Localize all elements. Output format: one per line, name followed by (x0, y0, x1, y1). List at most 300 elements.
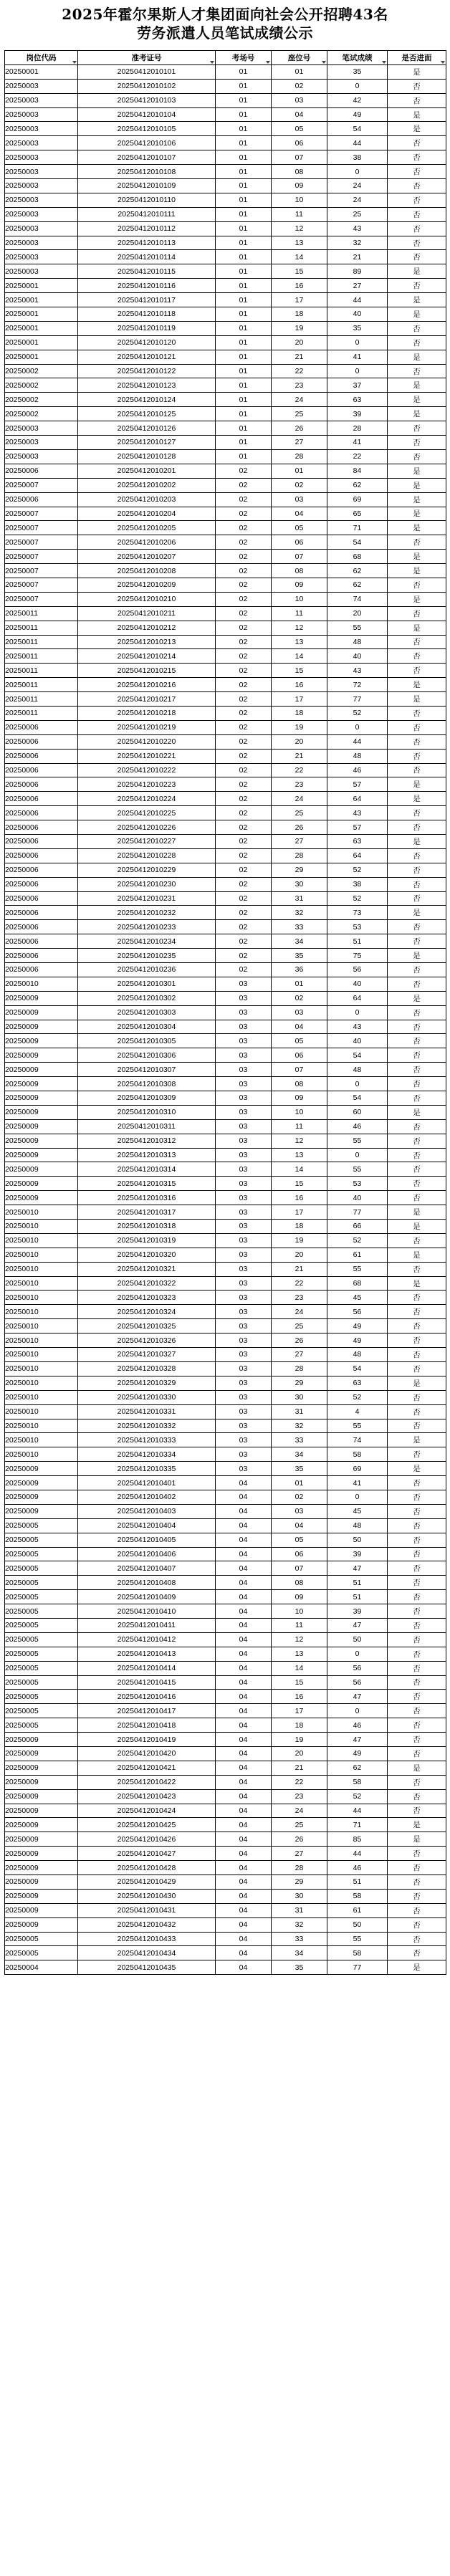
interview-status-cell: 否 (388, 1561, 446, 1576)
ticket-number-cell: 20250412010103 (78, 93, 216, 107)
interview-status-cell: 是 (388, 550, 446, 564)
room-number-cell: 02 (216, 848, 272, 863)
seat-number-cell: 22 (272, 763, 327, 777)
ticket-number-cell: 20250412010101 (78, 64, 216, 79)
ticket-number-cell: 20250412010323 (78, 1291, 216, 1305)
filter-dropdown-icon[interactable] (441, 61, 445, 64)
interview-status-cell: 否 (388, 1632, 446, 1647)
room-number-cell: 02 (216, 649, 272, 664)
post-code-cell: 20250009 (5, 1048, 78, 1063)
ticket-number-cell: 20250412010431 (78, 1903, 216, 1917)
interview-status-cell: 否 (388, 93, 446, 107)
room-number-cell: 04 (216, 1533, 272, 1547)
post-code-cell: 20250009 (5, 1733, 78, 1747)
room-number-cell: 01 (216, 350, 272, 364)
header-ticket-number[interactable] (78, 51, 216, 65)
post-code-cell: 20250010 (5, 1404, 78, 1419)
score-cell: 62 (327, 478, 388, 492)
interview-status-cell: 否 (388, 1504, 446, 1518)
ticket-number-cell: 20250412010326 (78, 1334, 216, 1348)
post-code-cell: 20250001 (5, 321, 78, 335)
seat-number-cell: 16 (272, 678, 327, 692)
table-row (5, 1005, 446, 1020)
post-code-cell: 20250007 (5, 592, 78, 606)
room-number-cell: 03 (216, 1134, 272, 1148)
seat-number-cell: 08 (272, 1576, 327, 1590)
ticket-number-cell: 20250412010102 (78, 79, 216, 93)
table-row (5, 250, 446, 264)
score-cell: 39 (327, 1547, 388, 1561)
ticket-number-cell: 20250412010109 (78, 179, 216, 193)
post-code-cell: 20250007 (5, 550, 78, 564)
score-cell: 43 (327, 664, 388, 678)
seat-number-cell: 23 (272, 1291, 327, 1305)
ticket-number-cell: 20250412010416 (78, 1690, 216, 1704)
seat-number-cell: 07 (272, 1561, 327, 1576)
room-number-cell: 03 (216, 1220, 272, 1234)
seat-number-cell: 14 (272, 1162, 327, 1177)
post-code-cell: 20250006 (5, 963, 78, 977)
score-cell: 44 (327, 734, 388, 749)
score-cell: 55 (327, 1262, 388, 1276)
filter-dropdown-icon[interactable] (382, 61, 386, 64)
header-seat-number[interactable] (272, 51, 327, 65)
header-written-score[interactable] (327, 51, 388, 65)
ticket-number-cell: 20250412010304 (78, 1020, 216, 1034)
post-code-cell: 20250003 (5, 122, 78, 136)
table-row (5, 1404, 446, 1419)
room-number-cell: 04 (216, 1875, 272, 1890)
interview-status-cell: 是 (388, 464, 446, 478)
interview-status-cell: 否 (388, 1733, 446, 1747)
ticket-number-cell: 20250412010121 (78, 350, 216, 364)
interview-status-cell: 是 (388, 1433, 446, 1447)
score-cell: 0 (327, 1647, 388, 1661)
interview-status-cell: 是 (388, 1205, 446, 1220)
interview-status-cell: 否 (388, 934, 446, 949)
ticket-number-cell: 20250412010116 (78, 279, 216, 293)
post-code-cell: 20250006 (5, 749, 78, 763)
seat-number-cell: 16 (272, 1690, 327, 1704)
room-number-cell: 02 (216, 834, 272, 848)
seat-number-cell: 18 (272, 706, 327, 720)
post-code-cell: 20250003 (5, 179, 78, 193)
seat-number-cell: 32 (272, 1917, 327, 1932)
post-code-cell: 20250001 (5, 335, 78, 350)
score-cell: 41 (327, 436, 388, 450)
room-number-cell: 02 (216, 763, 272, 777)
ticket-number-cell: 20250412010228 (78, 848, 216, 863)
table-row (5, 1148, 446, 1162)
post-code-cell: 20250009 (5, 1005, 78, 1020)
filter-dropdown-icon[interactable] (210, 61, 214, 64)
room-number-cell: 03 (216, 1048, 272, 1063)
table-row (5, 393, 446, 407)
post-code-cell: 20250003 (5, 193, 78, 207)
post-code-cell: 20250009 (5, 1875, 78, 1890)
seat-number-cell: 16 (272, 279, 327, 293)
post-code-cell: 20250009 (5, 1861, 78, 1875)
room-number-cell: 03 (216, 1248, 272, 1262)
seat-number-cell: 10 (272, 193, 327, 207)
score-cell: 53 (327, 1177, 388, 1191)
interview-status-cell: 是 (388, 507, 446, 521)
header-label: 岗位代码 (26, 53, 57, 62)
header-interview-status[interactable] (388, 51, 446, 65)
room-number-cell: 03 (216, 1034, 272, 1048)
table-row (5, 621, 446, 635)
ticket-number-cell: 20250412010227 (78, 834, 216, 848)
interview-status-cell: 是 (388, 378, 446, 393)
interview-status-cell: 否 (388, 1077, 446, 1091)
post-code-cell: 20250009 (5, 1832, 78, 1847)
table-row (5, 1903, 446, 1917)
ticket-number-cell: 20250412010219 (78, 720, 216, 734)
filter-dropdown-icon[interactable] (322, 61, 326, 64)
room-number-cell: 04 (216, 1917, 272, 1932)
post-code-cell: 20250010 (5, 1305, 78, 1319)
score-cell: 75 (327, 949, 388, 963)
score-cell: 55 (327, 1134, 388, 1148)
ticket-number-cell: 20250412010126 (78, 421, 216, 436)
seat-number-cell: 22 (272, 1276, 327, 1291)
room-number-cell: 01 (216, 378, 272, 393)
ticket-number-cell: 20250412010321 (78, 1262, 216, 1276)
ticket-number-cell: 20250412010429 (78, 1875, 216, 1890)
score-cell: 55 (327, 1419, 388, 1433)
interview-status-cell: 否 (388, 1490, 446, 1504)
room-number-cell: 04 (216, 1960, 272, 1975)
ticket-number-cell: 20250412010118 (78, 307, 216, 322)
post-code-cell: 20250009 (5, 1119, 78, 1134)
room-number-cell: 01 (216, 179, 272, 193)
interview-status-cell: 否 (388, 1063, 446, 1077)
interview-status-cell: 否 (388, 734, 446, 749)
room-number-cell: 01 (216, 136, 272, 150)
seat-number-cell: 21 (272, 1761, 327, 1775)
table-row (5, 963, 446, 977)
interview-status-cell: 否 (388, 1262, 446, 1276)
ticket-number-cell: 20250412010324 (78, 1305, 216, 1319)
table-row (5, 1847, 446, 1861)
room-number-cell: 03 (216, 1119, 272, 1134)
interview-status-cell: 否 (388, 236, 446, 250)
filter-dropdown-icon[interactable] (72, 61, 77, 64)
score-cell: 51 (327, 1576, 388, 1590)
score-cell: 63 (327, 1376, 388, 1390)
room-number-cell: 01 (216, 165, 272, 179)
score-cell: 42 (327, 93, 388, 107)
seat-number-cell: 35 (272, 949, 327, 963)
post-code-cell: 20250006 (5, 777, 78, 792)
score-cell: 58 (327, 1946, 388, 1960)
room-number-cell: 01 (216, 93, 272, 107)
seat-number-cell: 11 (272, 1618, 327, 1632)
room-number-cell: 04 (216, 1718, 272, 1733)
post-code-cell: 20250009 (5, 1775, 78, 1789)
seat-number-cell: 10 (272, 1105, 327, 1119)
score-cell: 52 (327, 1233, 388, 1248)
room-number-cell: 02 (216, 635, 272, 649)
score-cell: 45 (327, 1504, 388, 1518)
ticket-number-cell: 20250412010309 (78, 1091, 216, 1106)
interview-status-cell: 否 (388, 436, 446, 450)
seat-number-cell: 28 (272, 848, 327, 863)
header-post-code[interactable] (5, 51, 78, 65)
post-code-cell: 20250006 (5, 464, 78, 478)
interview-status-cell: 否 (388, 1690, 446, 1704)
room-number-cell: 01 (216, 279, 272, 293)
interview-status-cell: 否 (388, 1305, 446, 1319)
room-number-cell: 03 (216, 1005, 272, 1020)
room-number-cell: 04 (216, 1618, 272, 1632)
seat-number-cell: 22 (272, 364, 327, 378)
table-row (5, 293, 446, 307)
post-code-cell: 20250009 (5, 1162, 78, 1177)
table-row (5, 792, 446, 806)
ticket-number-cell: 20250412010206 (78, 535, 216, 550)
room-number-cell: 02 (216, 592, 272, 606)
interview-status-cell: 否 (388, 1334, 446, 1348)
post-code-cell: 20250006 (5, 492, 78, 507)
table-row (5, 464, 446, 478)
interview-status-cell: 否 (388, 606, 446, 621)
interview-status-cell: 否 (388, 1091, 446, 1106)
ticket-number-cell: 20250412010312 (78, 1134, 216, 1148)
table-row (5, 906, 446, 920)
interview-status-cell: 是 (388, 792, 446, 806)
post-code-cell: 20250009 (5, 1804, 78, 1818)
table-row (5, 64, 446, 79)
table-row (5, 1889, 446, 1903)
seat-number-cell: 15 (272, 1675, 327, 1690)
table-row (5, 763, 446, 777)
room-number-cell: 04 (216, 1690, 272, 1704)
ticket-number-cell: 20250412010115 (78, 264, 216, 279)
seat-number-cell: 17 (272, 692, 327, 707)
ticket-number-cell: 20250412010203 (78, 492, 216, 507)
table-row (5, 1590, 446, 1604)
room-number-cell: 03 (216, 1091, 272, 1106)
ticket-number-cell: 20250412010128 (78, 449, 216, 464)
score-cell: 43 (327, 806, 388, 820)
ticket-number-cell: 20250412010231 (78, 891, 216, 906)
table-row (5, 1262, 446, 1276)
score-cell: 68 (327, 1276, 388, 1291)
post-code-cell: 20250010 (5, 1276, 78, 1291)
ticket-number-cell: 20250412010310 (78, 1105, 216, 1119)
interview-status-cell: 否 (388, 1447, 446, 1462)
seat-number-cell: 08 (272, 564, 327, 578)
header-room-number[interactable] (216, 51, 272, 65)
post-code-cell: 20250003 (5, 449, 78, 464)
seat-number-cell: 27 (272, 1847, 327, 1861)
ticket-number-cell: 20250412010122 (78, 364, 216, 378)
table-row (5, 1119, 446, 1134)
ticket-number-cell: 20250412010311 (78, 1119, 216, 1134)
interview-status-cell: 是 (388, 1248, 446, 1262)
seat-number-cell: 19 (272, 720, 327, 734)
score-cell: 35 (327, 64, 388, 79)
interview-status-cell: 是 (388, 678, 446, 692)
table-row (5, 1718, 446, 1733)
table-row (5, 1775, 446, 1789)
interview-status-cell: 否 (388, 535, 446, 550)
post-code-cell: 20250005 (5, 1547, 78, 1561)
ticket-number-cell: 20250412010403 (78, 1504, 216, 1518)
seat-number-cell: 14 (272, 649, 327, 664)
seat-number-cell: 05 (272, 521, 327, 535)
ticket-number-cell: 20250412010123 (78, 378, 216, 393)
interview-status-cell: 否 (388, 1618, 446, 1632)
room-number-cell: 03 (216, 1276, 272, 1291)
seat-number-cell: 01 (272, 977, 327, 991)
post-code-cell: 20250006 (5, 934, 78, 949)
table-row (5, 364, 446, 378)
seat-number-cell: 26 (272, 820, 327, 835)
post-code-cell: 20250002 (5, 407, 78, 421)
ticket-number-cell: 20250412010435 (78, 1960, 216, 1975)
table-row (5, 1233, 446, 1248)
ticket-number-cell: 20250412010314 (78, 1162, 216, 1177)
post-code-cell: 20250003 (5, 150, 78, 165)
post-code-cell: 20250010 (5, 1376, 78, 1390)
filter-dropdown-icon[interactable] (266, 61, 270, 64)
seat-number-cell: 23 (272, 777, 327, 792)
score-cell: 39 (327, 1604, 388, 1619)
ticket-number-cell: 20250412010233 (78, 920, 216, 934)
ticket-number-cell: 20250412010210 (78, 592, 216, 606)
seat-number-cell: 02 (272, 1490, 327, 1504)
score-cell: 49 (327, 1746, 388, 1761)
table-row (5, 877, 446, 891)
table-row (5, 1875, 446, 1890)
seat-number-cell: 09 (272, 1590, 327, 1604)
score-cell: 77 (327, 692, 388, 707)
room-number-cell: 03 (216, 1063, 272, 1077)
post-code-cell: 20250005 (5, 1932, 78, 1946)
interview-status-cell: 否 (388, 578, 446, 592)
score-cell: 56 (327, 963, 388, 977)
seat-number-cell: 27 (272, 1348, 327, 1362)
room-number-cell: 03 (216, 1262, 272, 1276)
seat-number-cell: 05 (272, 122, 327, 136)
room-number-cell: 02 (216, 792, 272, 806)
post-code-cell: 20250007 (5, 578, 78, 592)
room-number-cell: 04 (216, 1903, 272, 1917)
room-number-cell: 04 (216, 1818, 272, 1832)
score-cell: 21 (327, 250, 388, 264)
seat-number-cell: 08 (272, 1077, 327, 1091)
interview-status-cell: 否 (388, 749, 446, 763)
post-code-cell: 20250010 (5, 977, 78, 991)
interview-status-cell: 否 (388, 1917, 446, 1932)
score-cell: 71 (327, 1818, 388, 1832)
interview-status-cell: 否 (388, 1804, 446, 1818)
table-row (5, 478, 446, 492)
room-number-cell: 01 (216, 264, 272, 279)
interview-status-cell: 否 (388, 165, 446, 179)
interview-status-cell: 否 (388, 1048, 446, 1063)
room-number-cell: 03 (216, 1361, 272, 1376)
post-code-cell: 20250003 (5, 221, 78, 236)
title-line-2: 劳务派遣人员笔试成绩公示 (137, 24, 313, 42)
post-code-cell: 20250007 (5, 478, 78, 492)
interview-status-cell: 否 (388, 1361, 446, 1376)
post-code-cell: 20250010 (5, 1291, 78, 1305)
room-number-cell: 02 (216, 692, 272, 707)
table-row (5, 1020, 446, 1034)
room-number-cell: 04 (216, 1561, 272, 1576)
seat-number-cell: 07 (272, 150, 327, 165)
ticket-number-cell: 20250412010105 (78, 122, 216, 136)
ticket-number-cell: 20250412010418 (78, 1718, 216, 1733)
score-cell: 60 (327, 1105, 388, 1119)
table-row (5, 1832, 446, 1847)
post-code-cell: 20250003 (5, 79, 78, 93)
room-number-cell: 03 (216, 1077, 272, 1091)
room-number-cell: 03 (216, 1148, 272, 1162)
score-cell: 32 (327, 236, 388, 250)
table-row (5, 664, 446, 678)
ticket-number-cell: 20250412010412 (78, 1632, 216, 1647)
interview-status-cell: 否 (388, 321, 446, 335)
interview-status-cell: 是 (388, 521, 446, 535)
table-row (5, 1946, 446, 1960)
post-code-cell: 20250009 (5, 1761, 78, 1775)
seat-number-cell: 23 (272, 378, 327, 393)
ticket-number-cell: 20250412010425 (78, 1818, 216, 1832)
table-row (5, 1361, 446, 1376)
room-number-cell: 03 (216, 991, 272, 1005)
interview-status-cell: 是 (388, 1276, 446, 1291)
table-row (5, 122, 446, 136)
score-cell: 77 (327, 1960, 388, 1975)
seat-number-cell: 15 (272, 664, 327, 678)
seat-number-cell: 06 (272, 1547, 327, 1561)
ticket-number-cell: 20250412010322 (78, 1276, 216, 1291)
score-cell: 49 (327, 1334, 388, 1348)
ticket-number-cell: 20250412010114 (78, 250, 216, 264)
interview-status-cell: 否 (388, 1390, 446, 1404)
seat-number-cell: 16 (272, 1191, 327, 1205)
interview-status-cell: 是 (388, 1960, 446, 1975)
score-cell: 54 (327, 535, 388, 550)
score-cell: 54 (327, 1361, 388, 1376)
room-number-cell: 01 (216, 236, 272, 250)
ticket-number-cell: 20250412010427 (78, 1847, 216, 1861)
score-cell: 46 (327, 1861, 388, 1875)
ticket-number-cell: 20250412010202 (78, 478, 216, 492)
table-row (5, 706, 446, 720)
ticket-number-cell: 20250412010331 (78, 1404, 216, 1419)
table-row (5, 321, 446, 335)
ticket-number-cell: 20250412010330 (78, 1390, 216, 1404)
interview-status-cell: 是 (388, 692, 446, 707)
table-row (5, 221, 446, 236)
post-code-cell: 20250009 (5, 1476, 78, 1490)
score-cell: 57 (327, 820, 388, 835)
score-cell: 51 (327, 1875, 388, 1890)
interview-status-cell: 否 (388, 1903, 446, 1917)
seat-number-cell: 06 (272, 1048, 327, 1063)
table-row (5, 1248, 446, 1262)
interview-status-cell: 否 (388, 1233, 446, 1248)
interview-status-cell: 是 (388, 1376, 446, 1390)
interview-status-cell: 否 (388, 1604, 446, 1619)
score-cell: 56 (327, 1661, 388, 1675)
interview-status-cell: 否 (388, 449, 446, 464)
